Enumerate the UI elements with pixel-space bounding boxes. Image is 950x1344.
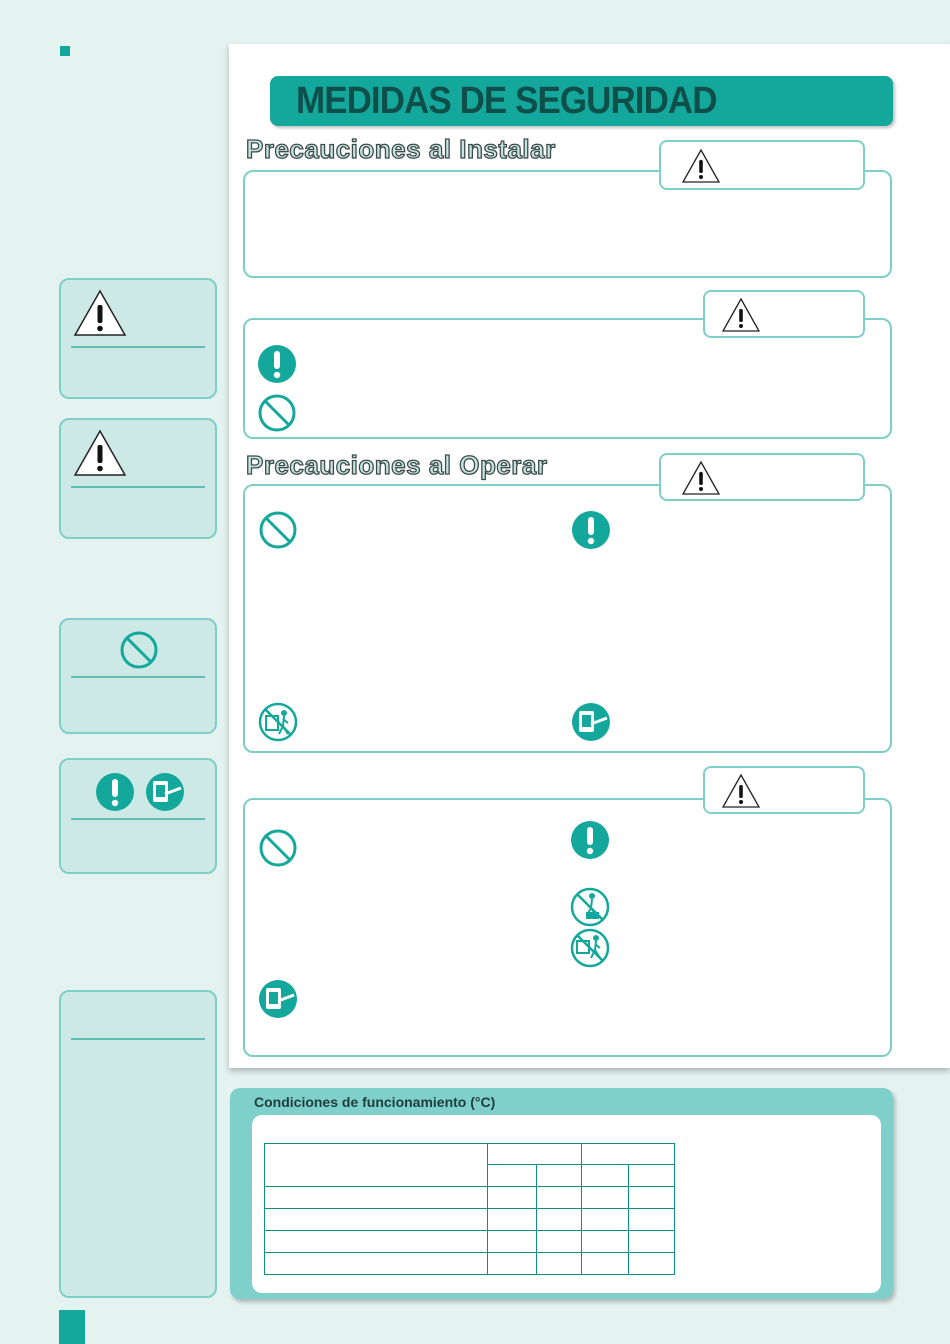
table-header-cell — [487, 1144, 582, 1165]
table-row — [265, 1187, 675, 1209]
table-row — [265, 1253, 675, 1275]
operate-section-heading: Precauciones al Operar — [246, 450, 548, 480]
no-wet-hands-icon — [258, 702, 298, 742]
sidebar-caution-box — [59, 418, 217, 539]
title-banner — [270, 76, 893, 126]
install-section-heading: Precauciones al Instalar — [246, 134, 556, 164]
warning-triangle-icon — [721, 297, 761, 333]
sidebar-divider — [71, 676, 205, 678]
sidebar-divider — [71, 346, 205, 348]
unplug-icon — [145, 772, 185, 812]
exclamation-circle-icon — [570, 820, 610, 860]
caution-label-tab — [703, 766, 865, 814]
exclamation-circle-icon — [571, 510, 611, 550]
operating-conditions-panel — [230, 1088, 893, 1299]
prohibition-circle-icon — [258, 510, 298, 550]
warning-triangle-icon — [73, 428, 127, 478]
sidebar-prohibited-box — [59, 618, 217, 734]
table-header-cell — [265, 1144, 488, 1187]
sidebar-divider — [71, 486, 205, 488]
exclamation-circle-icon — [95, 772, 135, 812]
exclamation-circle-icon — [257, 344, 297, 384]
caution-label-tab — [703, 290, 865, 338]
sidebar-divider — [71, 818, 205, 820]
page-tab-marker — [59, 1310, 85, 1344]
operate-warning-frame — [243, 484, 892, 753]
unplug-icon — [571, 702, 611, 742]
warning-triangle-icon — [681, 460, 721, 496]
table-subheader-cell — [582, 1165, 629, 1187]
warning-triangle-icon — [681, 148, 721, 184]
no-standing-on-unit-icon — [570, 928, 610, 968]
operating-conditions-body — [252, 1115, 881, 1293]
table-row — [265, 1209, 675, 1231]
operate-caution-frame — [243, 798, 892, 1057]
operating-conditions-table — [264, 1143, 675, 1275]
unplug-icon — [258, 979, 298, 1019]
no-climbing-icon — [570, 887, 610, 927]
sidebar-warning-box — [59, 278, 217, 399]
sidebar-notes-box — [59, 990, 217, 1298]
prohibition-circle-icon — [119, 630, 159, 670]
warning-label-tab — [659, 453, 865, 501]
page-title: MEDIDAS DE SEGURIDAD — [296, 80, 717, 122]
warning-triangle-icon — [721, 773, 761, 809]
operating-conditions-title: Condiciones de funcionamiento (°C) — [254, 1094, 496, 1110]
sidebar-mandatory-box — [59, 758, 217, 874]
sidebar-divider — [71, 1038, 205, 1040]
table-header-cell — [582, 1144, 675, 1165]
corner-marker — [60, 46, 70, 56]
prohibition-circle-icon — [257, 393, 297, 433]
table-subheader-cell — [487, 1165, 536, 1187]
warning-triangle-icon — [73, 288, 127, 338]
table-subheader-cell — [629, 1165, 675, 1187]
warning-label-tab — [659, 140, 865, 190]
table-row — [265, 1231, 675, 1253]
prohibition-circle-icon — [258, 828, 298, 868]
table-subheader-cell — [536, 1165, 582, 1187]
